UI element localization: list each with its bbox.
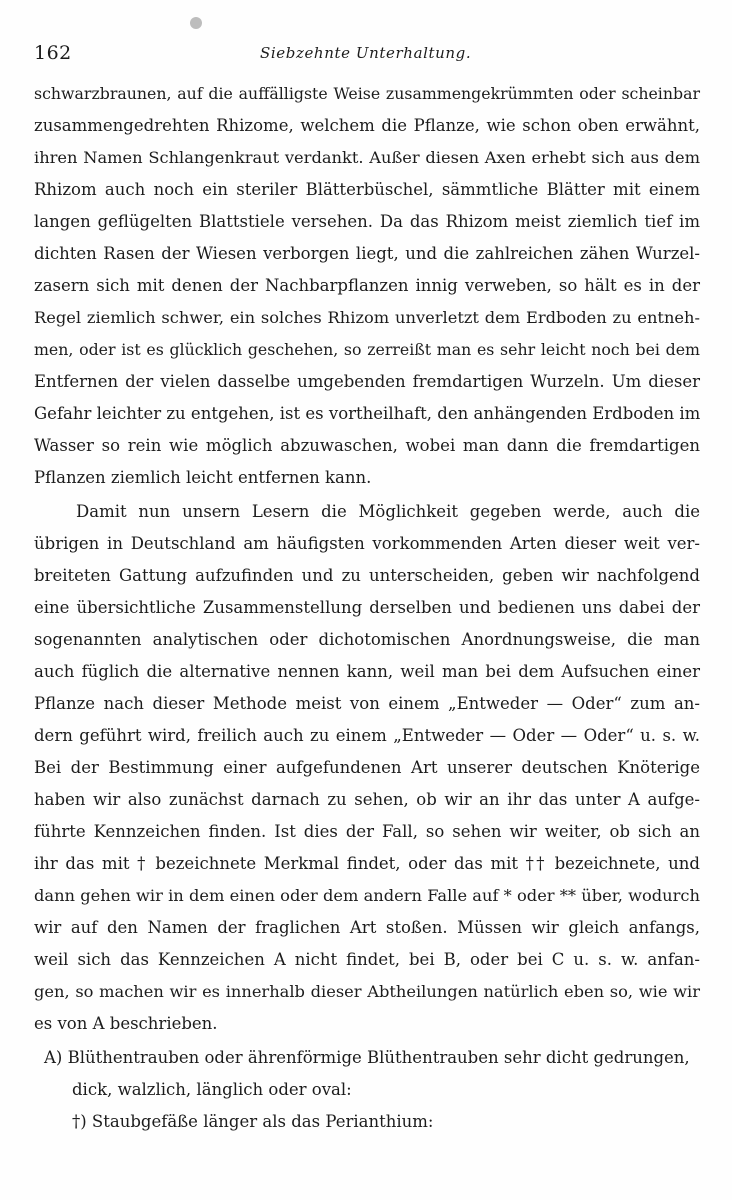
text-line: gen, so machen wir es innerhalb dieser Abtheilungen natürlich eben so, wie wir [34, 982, 700, 1001]
text-line: auch füglich die alternative nennen kann, weil man bei dem Aufsuchen einer [34, 662, 700, 681]
text-line: Entfernen der vielen dasselbe umgebenden fremdartigen Wurzeln. Um dieser [34, 372, 700, 391]
text-line: haben wir also zunächst darnach zu sehen, ob wir an ihr das unter A aufge- [34, 790, 700, 809]
text-line: breiteten Gattung aufzufinden und zu unterscheiden, geben wir nachfolgend [34, 566, 700, 585]
text-line: Bei der Bestimmung einer aufgefundenen Art unserer deutschen Knöterige [34, 758, 700, 777]
text-line: schwarzbraunen, auf die auffälligste Weise zusammengekrümmten oder scheinbar [34, 84, 700, 103]
text-line: eine übersichtliche Zusammenstellung derselben und bedienen uns dabei der [34, 598, 700, 617]
text-line: wir auf den Namen der fraglichen Art stoßen. Müssen wir gleich anfangs, [34, 918, 700, 937]
text-line: Rhizom auch noch ein steriler Blätterbüschel, sämmtliche Blätter mit einem [34, 180, 700, 199]
text-line: Gefahr leichter zu entgehen, ist es vortheilhaft, den anhängenden Erdboden im [34, 404, 701, 423]
text-line: men, oder ist es glücklich geschehen, so zerreißt man es sehr leicht noch bei dem [34, 340, 700, 359]
text-line: weil sich das Kennzeichen A nicht findet, bei B, oder bei C u. s. w. anfan- [34, 950, 700, 969]
running-head: Siebzehnte Unterhaltung. [260, 44, 472, 62]
text-line: zusammengedrehten Rhizome, welchem die Pflanze, wie schon oben erwähnt, [34, 116, 700, 135]
text-line: dern geführt wird, freilich auch zu einem „Entweder — Oder — Oder“ u. s. w. [34, 726, 700, 745]
text-line: Pflanzen ziemlich leicht entfernen kann. [34, 468, 372, 487]
text-line: zasern sich mit denen der Nachbarpflanzen innig verweben, so hält es in der [34, 276, 700, 295]
key-item-dagger: †) Staubgefäße länger als das Perianthium: [72, 1112, 434, 1131]
page-number: 162 [34, 42, 72, 64]
text-line: Pflanze nach dieser Methode meist von einem „Entweder — Oder“ zum an- [34, 694, 700, 713]
text-line: übrigen in Deutschland am häufigsten vorkommenden Arten dieser weit ver- [34, 534, 700, 553]
key-item-a: A) Blüthentrauben oder ährenförmige Blüthentrauben sehr dicht gedrungen, [44, 1048, 690, 1067]
ink-spot [190, 17, 202, 29]
text-line: Regel ziemlich schwer, ein solches Rhizom unverletzt dem Erdboden zu entneh- [34, 308, 700, 327]
text-line: es von A beschrieben. [34, 1014, 218, 1033]
text-line: dann gehen wir in dem einen oder dem andern Falle auf * oder ** über, wodurch [34, 886, 700, 905]
text-line: führte Kennzeichen finden. Ist dies der Fall, so sehen wir weiter, ob sich an [34, 822, 700, 841]
text-line: Damit nun unsern Lesern die Möglichkeit gegeben werde, auch die [76, 502, 700, 521]
text-line: dichten Rasen der Wiesen verborgen liegt, und die zahlreichen zähen Wurzel- [34, 244, 700, 263]
text-line: langen geflügelten Blattstiele versehen. Da das Rhizom meist ziemlich tief im [34, 212, 700, 231]
text-line: Wasser so rein wie möglich abzuwaschen, wobei man dann die fremdartigen [34, 436, 700, 455]
text-line: ihren Namen Schlangenkraut verdankt. Außer diesen Axen erhebt sich aus dem [34, 148, 700, 167]
key-item-a-continuation: dick, walzlich, länglich oder oval: [72, 1080, 352, 1099]
text-line: ihr das mit † bezeichnete Merkmal findet, oder das mit †† bezeichnete, und [34, 854, 700, 873]
text-line: sogenannten analytischen oder dichotomischen Anordnungsweise, die man [34, 630, 700, 649]
page-header [34, 38, 694, 68]
